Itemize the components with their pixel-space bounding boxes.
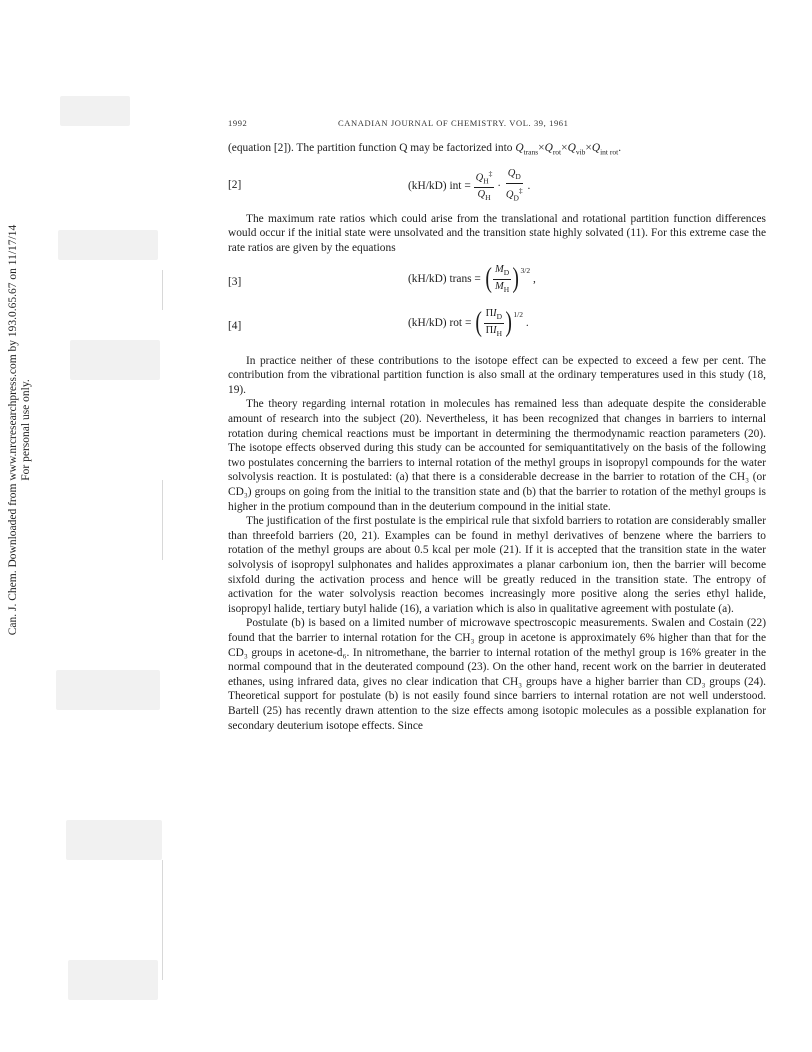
margin-mark	[162, 860, 163, 980]
equation-2	[228, 166, 766, 206]
fraction: $\frac{Q_H^\ddagger}{Q_H}$	[475, 168, 493, 203]
equation-body: (kH/kD) int = $\frac{Q_H^\ddagger}{Q_H}$ · $\frac{Q_D}{Q_D^\ddagger}$ .	[408, 167, 531, 203]
fraction: $\frac{Q_D}{Q_D^\ddagger}$	[505, 167, 523, 203]
fraction: $\frac{M_D}{M_H}$	[495, 263, 510, 294]
paragraph: The maximum rate ratios which could arise from the translational and rotational partition function differences would occur if the initial state were unsolvated and the transition state highly solvated (11). For this extreme case the rate ratios are given by the equations	[228, 212, 766, 255]
paragraph: In practice neither of these contributions to the isotope effect can be expected to exceed a few per cent. The contribution from the vibrational partition function is also small at the ordinary temperatures used in this study (18, 19).	[228, 354, 766, 396]
running-header	[228, 118, 766, 132]
equation-label: [2]	[228, 178, 242, 191]
scan-artifact	[70, 340, 160, 380]
fraction: $\frac{\Pi I_D}{\Pi I_H}$	[485, 307, 503, 338]
margin-mark	[162, 270, 163, 310]
equation-4	[228, 306, 766, 348]
equation-body: (kH/kD) trans = ( $\frac{M_D}{M_H}$ ) $^{3/2}$ ,	[408, 263, 536, 295]
scan-artifact	[56, 670, 160, 710]
equation-lhs: (kH/kD) rot =	[408, 317, 472, 330]
intro-sentence: (equation [2]). The partition function Q may be factorized into $Q_{trans}\times Q_{rot}\times Q_{vib}\times Q_{int rot}$.	[228, 142, 622, 157]
paragraph: Postulate (b) is based on a limited number of microwave spectroscopic measurements. Swalen and Costain (22) found that the barrier to internal rotation for the CH₃ group in acetone is approximately 6% higher than that for the CD₃ groups in acetone-d₆. In nitromethane, the barrier to internal rotation of the methyl group is 16% greater in the normal compound that in the deuterated compound (23). On the other hand, recent work on the barrier in deuterated ethanes, using infrared data, gives no clear indication that CH₃ groups have a higher barrier than CD₃ groups (24). Theoretical support for postulate (b) is not easily found since barriers to internal rotation are not well understood. Bartell (25) has recently drawn attention to the size effects among isotopic molecules as a possible explanation for secondary deuterium isotope effects. Since	[228, 617, 766, 732]
scan-artifact	[58, 230, 158, 260]
scan-artifact	[68, 960, 158, 1000]
margin-mark	[162, 480, 163, 560]
watermark-text	[7, 225, 33, 636]
equation-3	[228, 262, 766, 304]
equation-label: [3]	[228, 275, 242, 288]
equation-label: [4]	[228, 319, 242, 332]
page-number: 1992	[228, 118, 248, 128]
equation-lhs: (kH/kD) int =	[408, 179, 471, 192]
page-content	[228, 118, 766, 733]
watermark-line-1: Can. J. Chem. Downloaded from www.nrcresearchpress.com by 193.0.65.67 on 11/17/14	[7, 224, 19, 636]
download-watermark	[2, 150, 38, 710]
paragraph: The theory regarding internal rotation in molecules has remained less than adequate despite the considerable amount of research into the subject (20). Nevertheless, it has been recognized that changes in barriers to internal rotation during chemical reactions must be important in determining the thermodynamic reaction parameters (20). The isotope effects observed during this study can be accounted for semiquantitatively on the basis of the following two postulates concerning the barriers to internal rotation of the methyl groups in isopropyl compounds for the water solvolysis reaction. It is postulated: (a) that there is a considerable decrease in the barrier to rotation of the CH₃ (or CD₃) groups on going from the initial to the transition state and (b) that the barrier to rotation of the methyl groups is higher in the protium compound than in the deuterium compound in the initial state.	[228, 398, 766, 513]
intro-text: (equation [2]). The partition function Q may be factorized into	[228, 142, 516, 154]
scan-artifact	[66, 820, 162, 860]
watermark-line-2: For personal use only.	[20, 379, 32, 481]
equation-body: (kH/kD) rot = ( $\frac{\Pi I_D}{\Pi I_H}$ ) $^{1/2}$ .	[408, 307, 529, 339]
journal-title: CANADIAN JOURNAL OF CHEMISTRY. VOL. 39, 1961	[338, 118, 569, 128]
scan-artifact	[60, 96, 130, 126]
equation-lhs: (kH/kD) trans =	[408, 273, 481, 286]
paragraph: The justification of the first postulate is the empirical rule that sixfold barriers to rotation are considerably smaller than threefold barriers (20, 21). Examples can be found in methyl derivatives of benzene where the barriers to rotation of the methyl groups are about 0.5 kcal per mole (21). If it is accepted that the transition state in the water solvolysis of isopropyl sulphonates and halides approximates a planar carbonium ion, then the barrier will become sixfold during the activation process and hence will be greatly reduced in the transition state. The entropy of activation for the water solvolysis reaction becomes increasingly more positive along the series ethyl halide, isopropyl halide, tertiary butyl halide (16), a variation which is also in qualitative agreement with postulate (a).	[228, 515, 766, 615]
